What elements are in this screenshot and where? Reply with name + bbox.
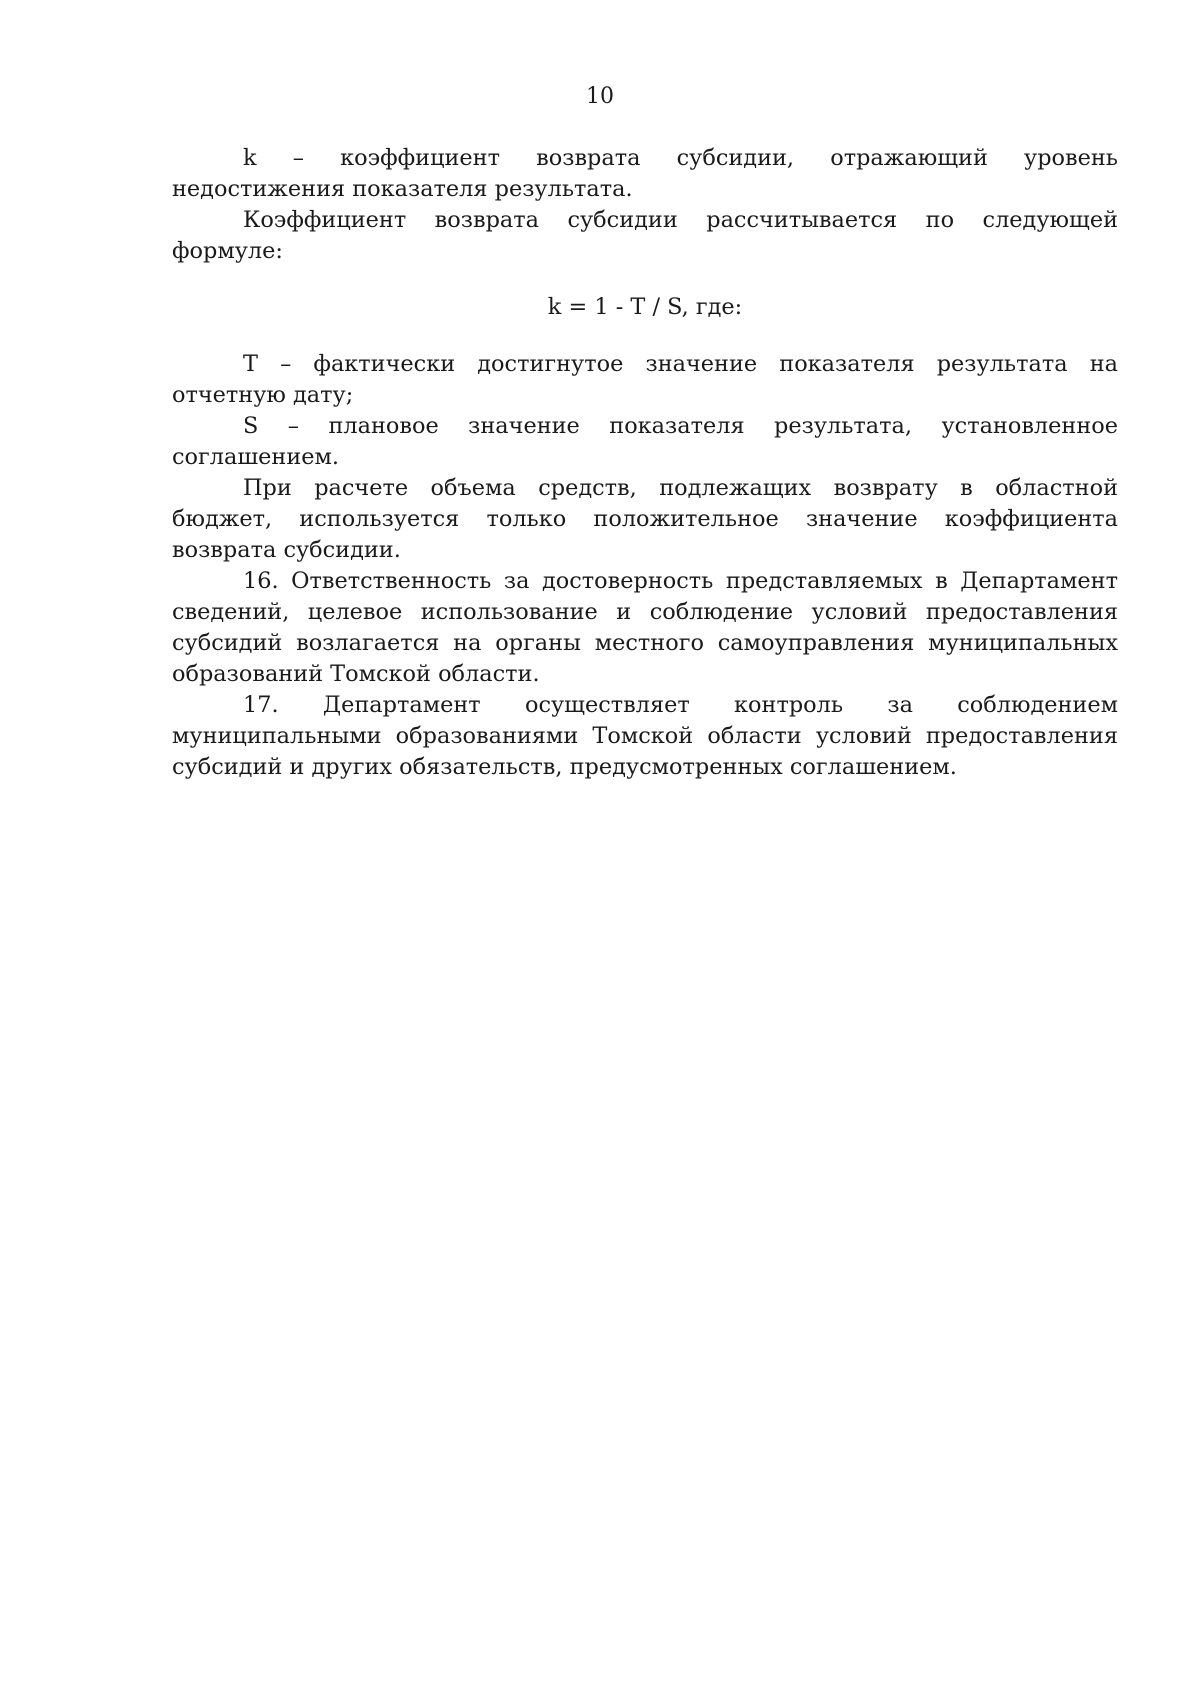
paragraph-item-17: 17. Департамент осуществляет контроль за соблюдением муниципальными образованиями Томской области условий предоставления субсидий и других обязательств, предусмотренных соглашением.: [172, 692, 1118, 780]
paragraph-coefficient-definition: k – коэффициент возврата субсидии, отражающий уровень недостижения показателя результата.: [172, 145, 1118, 202]
page-number: 10: [586, 84, 614, 109]
paragraph-t-definition: T – фактически достигнутое значение показателя результата на отчетную дату;: [172, 351, 1118, 408]
paragraph-item-16: 16. Ответственность за достоверность представляемых в Департамент сведений, целевое использование и соблюдение условий предоставления субсидий возлагается на органы местного самоуправления муниципальных образований Томской области.: [172, 568, 1118, 687]
formula: k = 1 - T / S, где:: [547, 294, 743, 320]
paragraph-s-definition: S – плановое значение показателя результата, установленное соглашением.: [172, 413, 1118, 470]
document-body: [172, 143, 1118, 783]
paragraph-positive-coefficient: При расчете объема средств, подлежащих возврату в областной бюджет, используется только положительное значение коэффициента возврата субсидии.: [172, 475, 1118, 563]
paragraph-formula-intro: Коэффициент возврата субсидии рассчитывается по следующей формуле:: [172, 207, 1118, 264]
